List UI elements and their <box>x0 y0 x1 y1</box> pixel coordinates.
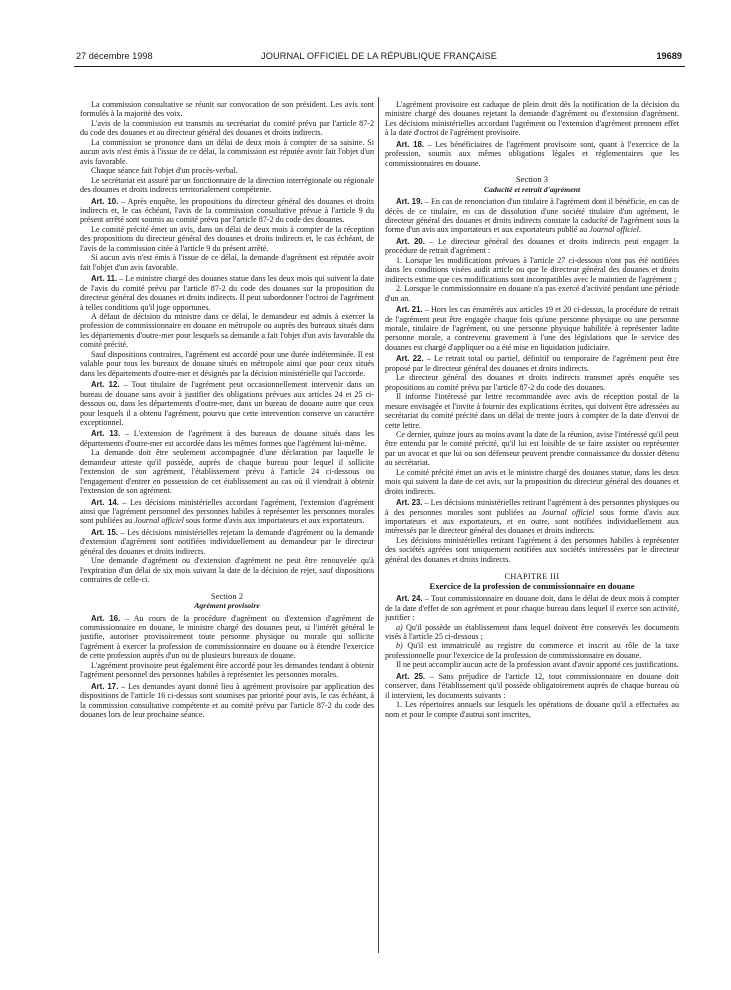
section-heading: Section 2 <box>210 590 244 601</box>
paragraph-text: A défaut de décision du ministre dans ce délai, le demandeur est admis à exercer la profession de commissionnaire en douane en métropole ou auprès des bureaux situés dans les départements d'outre-mer pour lesquels sa demande a fait l'objet d'un avis favorable du comité précité. <box>80 311 374 350</box>
paragraph-text: Il informe l'intéressé par lettre recommandée avec avis de réception postal de la mesure envisagée et l'invite à fournir des explications écrites, qui doivent être adressées au secrétariat du comité précité dans un délai de trente jours à compter de la date d'envoi de cette lettre. <box>385 392 679 430</box>
article-paragraph <box>80 197 374 225</box>
article-paragraph <box>80 429 374 448</box>
section-subtitle: Agrément provisoire <box>194 601 260 611</box>
paragraph-text: – Les demandes ayant donné lieu à agrément provisoire par application des dispositions de l'article 16 ci-dessus sont soumises par priorité pour avis, le cas échéant, à la commission consultative compétente et au comité prévu par l'article 87-2 du code des douanes lors de leur prochaine séance. <box>80 681 374 720</box>
header-rule <box>74 66 685 67</box>
paragraph-text: – En cas de renonciation d'un titulaire à l'agrément dont il bénéficie, en cas de décès de ce titulaire, en cas de dissolution d'une société titulaire d'un agrément, le directeur général des douanes et droits indirects constate la caducité de l'agrément sous la forme d'un avis aux importateurs et aux exportateurs publié au <box>385 197 679 235</box>
paragraph-text: Chaque séance fait l'objet d'un procès-verbal. <box>91 166 238 176</box>
paragraph <box>80 119 374 138</box>
paragraph-text: – Après enquête, les propositions du directeur général des douanes et droits indirects et, le cas échéant, l'avis de la commission consultative prévue à l'article 9 du présent arrêté sont soumis au comité prévu par l'article 87-2 du code des douanes. <box>80 196 374 225</box>
article-number: Art. 10. <box>91 196 119 206</box>
paragraph <box>80 350 374 378</box>
article-number: Art. 15. <box>91 527 118 537</box>
paragraph-text: La demande doit être seulement accompagnée d'une déclaration par laquelle le demandeur atteste qu'il possède, auprès de chaque bureau pour lequel il sollicite l'extension de son agrément, l'établissement prévu à l'article 24 ci-dessous ou l'engagement d'entrer en possession de cet établissement au cas où il viendrait à obtenir l'extension de son agrément. <box>80 448 374 496</box>
article-paragraph <box>80 682 374 720</box>
paragraph-text: 1. Les répertoires annuels sur lesquels les opérations de douane qu'il a effectuées au nom et pour le compte d'autrui sont inscrites, <box>385 700 679 719</box>
section-subtitle: Caducité et retrait d'agrément <box>483 184 581 194</box>
chapter-heading: CHAPITRE III <box>504 572 560 582</box>
paragraph-text: 1. Lorsque les modifications prévues à l'article 27 ci-dessous n'ont pas été notifiées dans les conditions visées audit article ou que le directeur général des douanes et droits indirects estime que ces modifications sont incompatibles avec le maintien de l'agrément ; <box>385 255 679 284</box>
article-number: Art. 18. <box>396 139 424 149</box>
paragraph-text: L'avis de la commission est transmis au secrétariat du comité prévu par l'article 87-2 du code des douanes et au directeur général des douanes et droits indirects. <box>80 118 374 138</box>
article-paragraph <box>80 498 374 526</box>
paragraph-text: – Le ministre chargé des douanes statue dans les deux mois qui suivent la date de l'avis du comité prévu par l'article 87-2 du code des douanes sur la proposition du directeur général des douanes et droits indirects. Il peut subordonner l'octroi de l'agrément à telles conditions qu'il juge opportunes. <box>80 274 374 312</box>
header-date: 27 décembre 1998 <box>76 51 153 61</box>
paragraph-text: 2. Lorsque le commissionnaire en douane n'a pas exercé d'activité pendant une période d'un an. <box>385 284 679 303</box>
article-number: Art. 19. <box>396 197 423 207</box>
paragraph-text: Une demande d'agrément ou d'extension d'agrément ne peut être renouvelée qu'à l'expiration d'un délai de six mois suivant la date de la décision de rejet, sauf dispositions contraires de celle-ci. <box>80 556 374 585</box>
italic-reference: Journal officiel <box>541 507 595 517</box>
paragraph-text: Le secrétariat est assuré par un fonctionnaire de la direction interrégionale ou régionale des douanes et droits indirects territorialement compétente. <box>80 175 374 195</box>
paragraph-text: Qu'il possède un établissement dans lequel doivent être conservés les documents visés à l'article 25 ci-dessous ; <box>385 622 679 642</box>
paragraph <box>80 176 374 195</box>
paragraph-text: – L'extension de l'agrément à des bureaux de douane situés dans les départements d'outre-mer est accordée dans les mêmes formes que l'agrément lui-même. <box>80 429 374 448</box>
article-number: Art. 11. <box>91 274 118 284</box>
column-divider <box>378 97 379 953</box>
paragraph <box>80 253 374 272</box>
paragraph-text: Les décisions ministérielles retirant l'agrément à des personnes habiles à représenter des sociétés agréées sont uniquement notifiées aux sociétés intéressées par le directeur général des douanes et droits indirects. <box>385 535 679 564</box>
paragraph <box>80 138 374 166</box>
page-number: 19689 <box>656 51 682 61</box>
paragraph-text: Sauf dispositions contraires, l'agrément est accordé pour une durée indéterminée. Il est valable pour tous les bureaux de douane situés en métropole ainsi que pour ceux situés dans les départements d'outre-mer et désignés par la décision ministérielle qui l'accorde. <box>80 349 374 378</box>
running-header <box>76 51 682 67</box>
paragraph-text: – Hors les cas énumérés aux articles 19 et 20 ci-dessus, la procédure de retrait de l'agrément peut être engagée chaque fois qu'une personne physique ou une personne morale, titulaire de l'agrément, ou une personne physique habilitée à représenter ladite personne morale, a contrevenu gravement à l'une des législations que le service des douanes est chargé d'appliquer ou a été mise en liquidation judiciaire. <box>385 305 679 352</box>
paragraph-text: L'agrément provisoire est caduque de plein droit dès la notification de la décision du ministre chargé des douanes rejetant la demande d'agrément ou d'extension d'agrément. Les décisions ministérielles accordant l'agrément ou l'extension d'agrément prennent effet à la date d'octroi de l'agrément provisoire. <box>385 100 679 138</box>
paragraph <box>80 166 374 175</box>
paragraph-tail: sous forme d'avis aux importateurs et aux exportateurs, et en outre, sont notifiées individuellement aux intéressés par le directeur général des douanes et droits indirects. <box>385 507 679 536</box>
paragraph-text: – Les décisions ministérielles accordant l'agrément, l'extension d'agrément ainsi que l'agrément personnel des personnes habiles à représenter les personnes morales sont publiées au <box>80 497 374 526</box>
article-number: Art. 20. <box>396 236 425 246</box>
paragraph <box>385 284 679 303</box>
paragraph <box>385 373 679 392</box>
article-paragraph <box>385 237 679 256</box>
paragraph-text: – Le retrait total ou partiel, définitif ou temporaire de l'agrément peut être proposé par le directeur général des douanes et droits indirects. <box>385 354 679 373</box>
article-number: Art. 22. <box>396 354 424 364</box>
paragraph-text: – Les bénéficiaires de l'agrément provisoire sont, quant à l'exercice de la profession, soumis aux mêmes obligations légales et réglementaires que les commissionnaires en douane. <box>385 139 679 168</box>
paragraph <box>385 623 679 642</box>
paragraph <box>80 448 374 495</box>
paragraph-text: L'agrément provisoire peut également être accordé pour les demandes tendant à obtenir l'agrément personnel des personnes habiles à représenter les personnes morales. <box>80 660 374 680</box>
paragraph-text: – Les décisions ministérielles retirant l'agrément à des personnes physiques ou à des personnes morales sont publiées au <box>385 498 679 517</box>
article-paragraph <box>80 274 374 312</box>
paragraph <box>385 392 679 430</box>
paragraph-text: – Au cours de la procédure d'agrément ou d'extension d'agrément de commissionnaire en douane, le ministre chargé des douanes peut, si l'intérêt général le justifie, autoriser provisoirement toute personne physique ou morale qui sollicite l'agrément à exercer la profession de commissionnaire en douane ou à étendre l'exercice de cette profession auprès d'un ou de plusieurs bureaux de douane. <box>80 613 374 661</box>
paragraph <box>385 700 679 719</box>
paragraph <box>385 256 679 284</box>
article-paragraph <box>385 498 679 536</box>
article-paragraph <box>80 380 374 427</box>
paragraph <box>385 660 679 669</box>
right-column <box>385 100 679 960</box>
article-paragraph <box>80 528 374 556</box>
article-paragraph <box>385 305 679 352</box>
paragraph-text: – Tout titulaire de l'agrément peut occasionnellement intervenir dans un bureau de douane sans avoir à justifier des obligations prévues aux articles 24 et 25 ci-dessous ou, dans les départements d'outre-mer, dans un bureau de douane autre que ceux pour lesquels il a obtenu l'agrément, pourvu que cette intervention conserve un caractère exceptionnel. <box>80 380 374 427</box>
paragraph-text: Le directeur général des douanes et droits indirects transmet après enquête ses propositions au comité prévu par l'article 87-2 du code des douanes. <box>385 373 679 392</box>
article-paragraph <box>385 594 679 622</box>
article-number: Art. 21. <box>396 305 423 315</box>
paragraph-text: – Tout commissionnaire en douane doit, dans le délai de deux mois à compter de la date d'effet de son agrément et pour chaque bureau dans lequel il exerce son activité, justifier : <box>385 594 679 623</box>
article-number: Art. 12. <box>91 380 120 390</box>
article-number: Art. 13. <box>91 429 121 439</box>
article-paragraph <box>385 140 679 168</box>
italic-reference: Journal officiel <box>589 225 639 235</box>
chapter-title: Exercice de la profession de commissionnaire en douane <box>429 580 635 591</box>
paragraph <box>385 468 679 496</box>
article-number: Art. 17. <box>91 681 119 691</box>
article-paragraph <box>385 197 679 235</box>
paragraph-text: Le comité précité émet un avis, dans un délai de deux mois à compter de la réception des propositions du directeur général des douanes et droits indirects et, le cas échéant, de l'avis de la commission citée à l'article 9 du présent arrêté. <box>80 224 374 253</box>
paragraph <box>80 225 374 253</box>
paragraph <box>80 312 374 350</box>
article-number: Art. 16. <box>91 613 121 623</box>
paragraph-text: Le comité précité émet un avis et le ministre chargé des douanes statue, dans les deux mois qui suivent la date de cet avis, sur la proposition du directeur général des douanes et droits indirects. <box>385 467 679 496</box>
paragraph <box>80 556 374 584</box>
list-marker: a) <box>396 622 403 632</box>
paragraph <box>385 430 679 468</box>
article-paragraph <box>385 672 679 700</box>
paragraph <box>80 661 374 680</box>
paragraph-text: La commission se prononce dans un délai de deux mois à compter de sa saisine. Si aucun avis n'est émis à l'issue de ce délai, la commission est réputée avoir fait l'objet d'un avis favorable. <box>80 137 374 166</box>
paragraph-text: Qu'il est immatriculé au registre du commerce et inscrit au rôle de la taxe professionnelle pour l'exercice de la profession de commissionnaire en douane. <box>385 641 679 660</box>
paragraph-text: Il ne peut accomplir aucun acte de la profession avant d'avoir apporté ces justifications. <box>396 660 679 670</box>
list-marker: b) <box>396 641 403 651</box>
paragraph-text: – Sans préjudice de l'article 12, tout commissionnaire en douane doit conserver, dans l'établissement qu'il possède obligatoirement auprès de chaque bureau où il intervient, les documents suivants : <box>385 671 679 700</box>
section-heading: Section 3 <box>515 174 549 185</box>
paragraph <box>80 100 374 119</box>
article-number: Art. 24. <box>396 594 423 604</box>
left-column <box>80 100 374 960</box>
italic-reference: Journal officiel <box>134 516 184 526</box>
paragraph-tail: . <box>638 225 641 235</box>
article-number: Art. 25. <box>396 671 426 681</box>
article-number: Art. 23. <box>396 498 423 508</box>
paragraph <box>385 641 679 660</box>
paragraph-text: – Les décisions ministérielles rejetant la demande d'agrément ou la demande d'extension d'agrément sont notifiées individuellement au demandeur par le directeur général des douanes et droits indirects. <box>80 527 374 556</box>
paragraph <box>385 100 679 138</box>
paragraph-text: – Le directeur général des douanes et droits indirects peut engager la procédure de retrait d'agrément : <box>385 236 679 256</box>
paragraph-text: Si aucun avis n'est émis à l'issue de ce délai, la demande d'agrément est réputée avoir fait l'objet d'un avis favorable. <box>80 253 374 272</box>
paragraph-text: Ce dernier, quinze jours au moins avant la date de la réunion, avise l'intéressé qu'il peut être entendu par le comité précité, qu'il lui est loisible de se faire assister ou représenter par un avocat et que lui ou son défenseur peuvent prendre connaissance du dossier détenu au secrétariat. <box>385 429 679 468</box>
article-paragraph <box>385 354 679 373</box>
paragraph-text: La commission consultative se réunit sur convocation de son président. Les avis sont formulés à la majorité des voix. <box>80 100 374 119</box>
paragraph <box>385 536 679 564</box>
journal-title: JOURNAL OFFICIEL DE LA RÉPUBLIQUE FRANÇAISE <box>261 51 497 61</box>
article-paragraph <box>80 614 374 661</box>
paragraph-tail: sous forme d'avis aux importateurs et aux exportateurs. <box>183 516 365 526</box>
article-number: Art. 14. <box>91 497 119 507</box>
